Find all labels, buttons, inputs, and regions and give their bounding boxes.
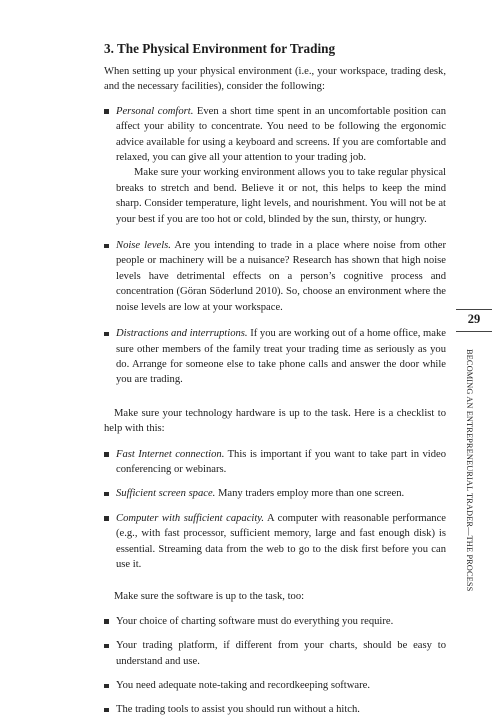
bullet-text: A computer with reasonable performance (e.g., with fast processor, sufficient memory, large and fast enough disk) is essential. Streaming data from the web to go to the disk first before you can use it. <box>116 512 446 570</box>
bullet-personal-comfort <box>104 104 446 227</box>
bullet-lead: Computer with sufficient capacity. <box>116 512 265 524</box>
bullet-screen-space <box>104 486 446 501</box>
bullet-paragraph <box>116 511 446 573</box>
page-number: 29 <box>467 312 481 326</box>
bullet-trading-platform <box>104 638 446 669</box>
bullet-note-taking <box>104 678 446 693</box>
software-intro: Make sure the software is up to the task, too: <box>114 591 305 603</box>
running-head: BECOMING AN ENTREPRENEURIAL TRADER—THE PROCESS <box>465 349 474 592</box>
bullet-lead: Distractions and interruptions. <box>116 328 248 340</box>
bullet-paragraph <box>116 104 446 166</box>
bullet-paragraph: You need adequate note-taking and recordkeeping software. <box>116 680 370 691</box>
bullet-lead: Noise levels. <box>116 240 171 252</box>
bullet-text: Even a short time spent in an uncomfortable position can affect your ability to concentrate. You need to be following the ergonomic advice available for using a keyboard and screens. If you are comfortable and relaxed, you can give all your attention to your trading job. <box>116 105 446 164</box>
page-body <box>104 40 446 718</box>
bullet-paragraph <box>116 486 446 501</box>
intro-paragraph: When setting up your physical environment (i.e., your workspace, trading desk, and the necessary facilities), consider the following: <box>104 66 446 93</box>
bullet-text: Are you intending to trade in a place where noise from other people or machinery will be a nuisance? Research has shown that high noise levels have detrimental effects on a person’s cognitive process and concentration (Göran Söderlund 2010). So, choose an environment where the noise levels are low at your workspace. <box>116 240 446 313</box>
bullet-computer-capacity <box>104 511 446 573</box>
page-number-rule-bottom <box>456 331 492 332</box>
bullet-paragraph <box>116 326 446 388</box>
bullet-lead: Fast Internet connection. <box>116 448 225 460</box>
bullet-internet <box>104 447 446 478</box>
bullet-paragraph: The trading tools to assist you should run without a hitch. <box>116 704 360 716</box>
bullet-trading-tools <box>104 702 446 717</box>
bullet-noise-levels <box>104 238 446 315</box>
bullet-followup: Make sure your working environment allows you to take regular physical breaks to stretch and bend. Believe it or not, this helps to keep the mind sharp. Consider temperature, light levels, and nourishment. You will not be at your best if you are too hot or cold, blinded by the sun, thirsty, or hungry. <box>116 167 446 225</box>
bullet-text: Many traders employ more than one screen. <box>215 488 405 500</box>
bullet-paragraph: Your choice of charting software must do everything you require. <box>116 615 394 627</box>
page-number-rule-top <box>456 309 492 310</box>
bullet-lead: Sufficient screen space. <box>116 488 216 500</box>
bullet-distractions <box>104 326 446 388</box>
bullet-text: If you are working out of a home office, make sure other members of the family treat your trading time as seriously as you do. Arrange for someone else to take phone calls and answer the door while you are trading. <box>116 328 446 386</box>
bullet-paragraph <box>116 447 446 478</box>
bullet-paragraph: Your trading platform, if different from your charts, should be easy to understand and use. <box>116 640 446 667</box>
bullet-lead: Personal comfort. <box>116 105 194 117</box>
bullet-paragraph <box>116 238 446 315</box>
bullet-text: This is important if you want to take part in video conferencing or webinars. <box>116 448 446 475</box>
hardware-intro: Make sure your technology hardware is up to the task. Here is a checklist to help with this: <box>104 407 446 435</box>
section-heading: 3. The Physical Environment for Trading <box>104 41 336 56</box>
